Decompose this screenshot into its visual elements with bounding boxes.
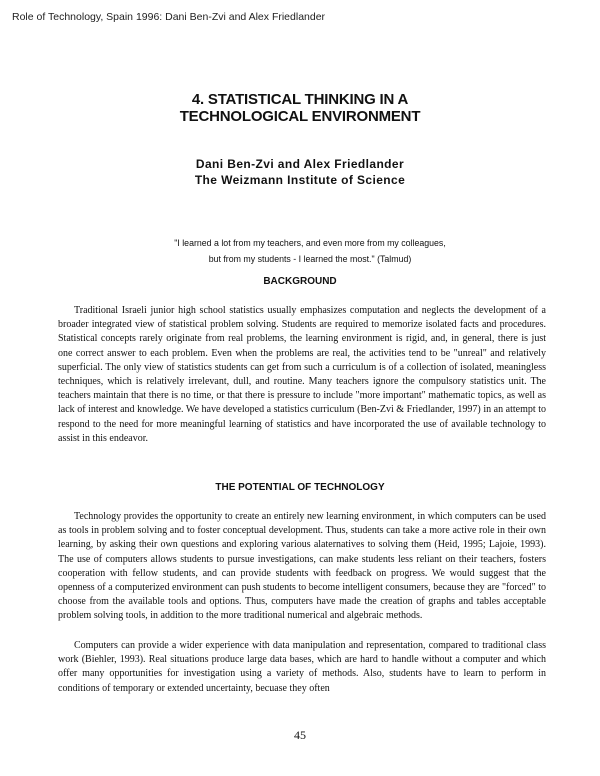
paper-title-line-2: TECHNOLOGICAL ENVIRONMENT bbox=[179, 108, 421, 125]
background-paragraph: Traditional Israeli junior high school statistics usually emphasizes computation and neglects the development of a broader integrated view of statistical problem solving. Students are required to memorize isolated facts and procedures. Statistical concepts rarely originate from real problems, the learning environment is rigid, and, in general, there is just one correct answer to each problem. Even when the problems are real, the activities tend to be "unreal" and relatively superficial. The only view of statistics students can get from such a curriculum is of a collection of isolated, meaningless techniques, which is relatively irrelevant, dull, and routine. Many teachers ignore the compulsory statistics unit. The teachers maintain that there is no time, or that there is pressure to include "more important" mathematic topics, as well as lack of interest and knowledge. We have developed a statistics curriculum (Ben-Zvi & Friedlander, 1997) in an attempt to respond to the need for more meaningful learning of statistics and have incorporated the use of available technology to assist in this endeavor. bbox=[58, 305, 546, 444]
author-affiliation: The Weizmann Institute of Science bbox=[194, 173, 406, 187]
epigraph-line-1: "I learned a lot from my teachers, and even more from my colleagues, bbox=[174, 238, 446, 248]
epigraph-line-2: but from my students - I learned the most." (Talmud) bbox=[208, 254, 412, 264]
running-header: Role of Technology, Spain 1996: Dani Ben-Zvi and Alex Friedlander bbox=[12, 11, 326, 23]
technology-paragraph-1: Technology provides the opportunity to create an entirely new learning environment, in which computers can be used as tools in problem solving and to foster conceptual development. Thus, students can take a more active role in their own learning, by asking their own questions and exploring various alaternatives to solving them (Heid, 1995; Lajoie, 1993). The use of computers allows students to pursue investigations, can make students less reliant on their teachers, fosters cooperation with fellow students, and can provide students with feedback on progress. We would suggest that the openness of a computerized environment can push students to become intelligent consumers, because they are "forced" to choose from the available tools and options. Thus, computers have made the creation of graphs and tables acceptable problem solving tools, in addition to the more traditional numerical and algebraic methods. bbox=[58, 511, 546, 622]
epigraph bbox=[0, 235, 600, 267]
section-heading-potential-of-technology: THE POTENTIAL OF TECHNOLOGY bbox=[215, 482, 385, 493]
section-heading-background: BACKGROUND bbox=[263, 276, 337, 287]
technology-paragraph-2: Computers can provide a wider experience with data manipulation and representation, compared to traditional class work (Biehler, 1993). Real situations produce large data bases, which are hard to handle without a computer and which offer many opportunities for investigation using a variety of methods. Also, students have to learn to perform in conditions of temporary or extended uncertainty, becuase they often bbox=[58, 640, 546, 694]
author-block bbox=[0, 156, 600, 188]
paper-title-line-1: 4. STATISTICAL THINKING IN A bbox=[191, 91, 409, 108]
author-names: Dani Ben-Zvi and Alex Friedlander bbox=[195, 157, 405, 171]
page-number: 45 bbox=[294, 728, 306, 742]
paper-title bbox=[0, 91, 600, 125]
